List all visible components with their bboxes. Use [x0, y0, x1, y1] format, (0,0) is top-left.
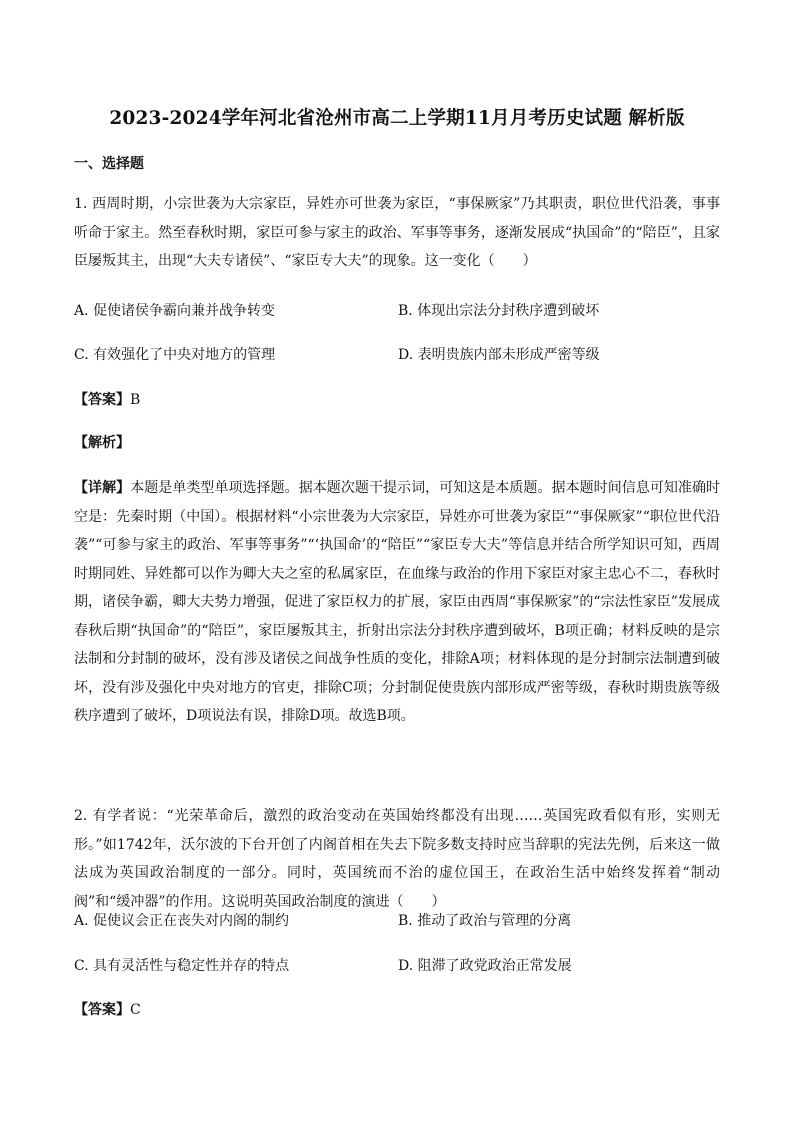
question-1-answer	[74, 390, 140, 410]
question-2-stem: 2. 有学者说：“光荣革命后，激烈的政治变动在英国始终都没有出现……英国宪政看似有形，实则无形。”如1742年，沃尔波的下台开创了内阁首相在失去下院多数支持时应当辞职的宪法先例，后来这一做法成为英国政治制度的一部分。同时，英国统而不治的虚位国王，在政治生活中始终发挥着“制动阀”和“缓冲器”的作用。这说明英国政治制度的演进（ ）	[74, 808, 720, 910]
question-2-option-a: A. 促使议会正在丧失对内阁的制约	[74, 913, 290, 929]
answer-value: B	[130, 392, 141, 408]
question-2-option-b: B. 推动了政治与管理的分离	[398, 913, 572, 929]
answer-label: 【答案】	[74, 1002, 130, 1018]
detail-label: 【详解】	[74, 480, 131, 496]
question-1-option-a: A. 促使诸侯争霸向兼并战争转变	[74, 303, 276, 319]
question-2-option-d: D. 阻滞了政党政治正常发展	[398, 958, 572, 974]
question-1-detail	[74, 474, 720, 731]
document-title: 2023-2024学年河北省沧州市高二上学期11月月考历史试题 解析版	[109, 108, 685, 129]
question-2-option-c: C. 具有灵活性与稳定性并存的特点	[74, 958, 290, 974]
section-heading: 一、选择题	[74, 156, 144, 172]
analysis-label: 【解析】	[74, 435, 130, 451]
question-2-answer	[74, 1000, 141, 1020]
question-1-analysis-label	[74, 433, 130, 453]
question-1-option-c: C. 有效强化了中央对地方的管理	[74, 347, 276, 363]
question-1-option-d: D. 表明贵族内部未形成严密等级	[398, 347, 600, 363]
question-1-stem: 1. 西周时期，小宗世袭为大宗家臣，异姓亦可世袭为家臣，“事保厥家”乃其职责，职位世代沿袭，事事听命于家主。然至春秋时期，家臣可参与家主的政治、军事等事务，逐渐发展成“执国命”的“陪臣”，且家臣屡叛其主，出现“大夫专诸侯”、“家臣专大夫”的现象。这一变化（ ）	[74, 196, 720, 269]
question-1-option-b: B. 体现出宗法分封秩序遭到破坏	[398, 303, 600, 319]
answer-value: C	[130, 1002, 141, 1018]
detail-text: 本题是单类型单项选择题。据本题次题干提示词，可知这是本质题。据本题时间信息可知准确时空是：先秦时期（中国）。根据材料“小宗世袭为大宗家臣，异姓亦可世袭为家臣”“事保厥家”“职位世代沿袭”“可参与家主的政治、军事等事务”“‘执国命’的“陪臣”“家臣专大夫”等信息并结合所学知识可知，西周时期同姓、异姓都可以作为卿大夫之室的私属家臣，在血缘与政治的作用下家臣对家主忠心不二，春秋时期，诸侯争霸，卿大夫势力增强，促进了家臣权力的扩展，家臣由西周“事保厥家”的“宗法性家臣”发展成春秋后期“执国命”的“陪臣”，家臣屡叛其主，折射出宗法分封秩序遭到破坏，B项正确；材料反映的是宗法制和分封制的破坏，没有涉及诸侯之间战争性质的变化，排除A项；材料体现的是分封制宗法制遭到破坏，没有涉及强化中央对地方的官吏，排除C项；分封制促使贵族内部形成严密等级，春秋时期贵族等级秩序遭到了破坏，D项说法有误，排除D项。故选B项。	[74, 480, 721, 724]
answer-label: 【答案】	[74, 392, 130, 408]
